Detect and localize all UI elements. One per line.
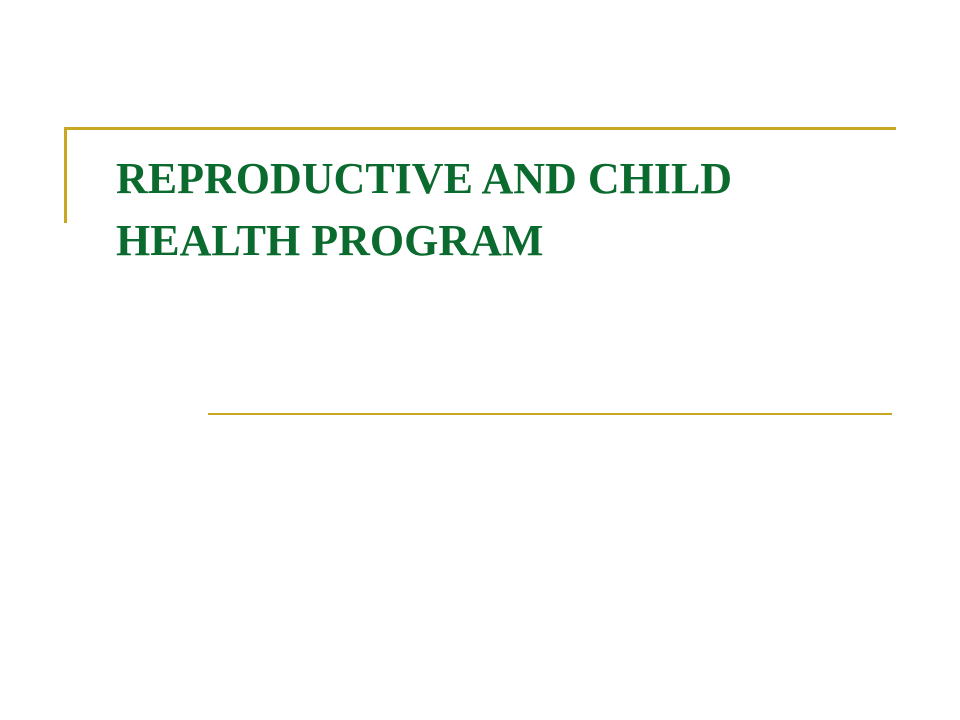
slide-title: [116, 148, 896, 272]
slide-title-line-2: HEALTH PROGRAM: [116, 216, 544, 265]
left-accent-rule: [64, 127, 67, 223]
slide-title-line-1: REPRODUCTIVE AND CHILD: [116, 154, 733, 203]
top-accent-rule: [64, 127, 896, 130]
subtitle-divider-rule: [208, 413, 892, 415]
